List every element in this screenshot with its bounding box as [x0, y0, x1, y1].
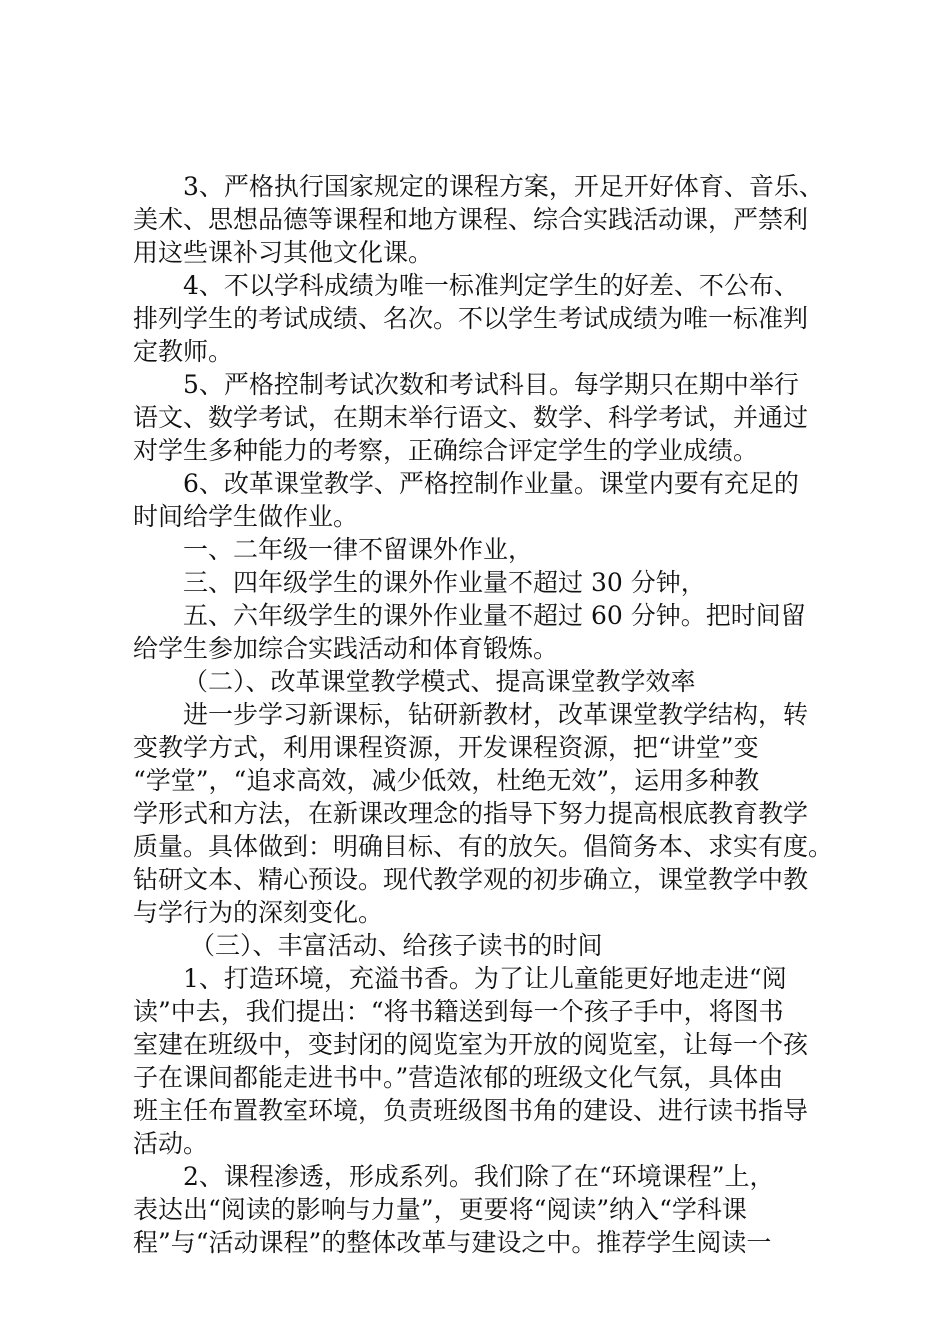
- paragraph-3-line-1: 3、严格执行国家规定的课程方案，开足开好体育、音乐、: [183, 172, 824, 201]
- paragraph-3-line-2: 美术、思想品德等课程和地方课程、综合实践活动课，严禁利: [133, 205, 809, 234]
- grade-1-2-line: 一、二年级一律不留课外作业，: [183, 535, 534, 564]
- paragraph-4-line-1: 4、不以学科成绩为唯一标准判定学生的好差、不公布、: [183, 271, 799, 300]
- section-2-heading: （二）、改革课堂教学模式、提高课堂教学效率: [183, 667, 696, 696]
- paragraph-4-line-2: 排列学生的考试成绩、名次。不以学生考试成绩为唯一标准判: [133, 304, 809, 333]
- section-3-item-1-line-3: 室建在班级中，变封闭的阅览室为开放的阅览室，让每一个孩: [133, 1030, 809, 1059]
- section-3-item-2-line-3: 程”与“活动课程”的整体改革与建设之中。推荐学生阅读一: [133, 1228, 772, 1257]
- paragraph-5-line-1: 5、严格控制考试次数和考试科目。每学期只在期中举行: [183, 370, 799, 399]
- section-3-item-2-line-2: 表达出“阅读的影响与力量”，更要将“阅读”纳入“学科课: [133, 1195, 747, 1224]
- paragraph-6-line-2: 时间给学生做作业。: [133, 502, 359, 531]
- grade-5-6-line-1: 五、六年级学生的课外作业量不超过 60 分钟。把时间留: [183, 601, 806, 630]
- section-3-item-2-line-1: 2、课程渗透，形成系列。我们除了在“环境课程”上，: [183, 1162, 775, 1191]
- paragraph-5-line-2: 语文、数学考试，在期末举行语文、数学、科学考试，并通过: [133, 403, 809, 432]
- paragraph-6-line-1: 6、改革课堂教学、严格控制作业量。课堂内要有充足的: [183, 469, 799, 498]
- body-text: [133, 170, 833, 1259]
- paragraph-5-line-3: 对学生多种能力的考察，正确综合评定学生的学业成绩。: [133, 436, 759, 465]
- grade-3-4-line: 三、四年级学生的课外作业量不超过 30 分钟，: [183, 568, 706, 597]
- section-2-paragraph-line-2: 变教学方式，利用课程资源，开发课程资源，把“讲堂”变: [133, 733, 759, 762]
- section-2-paragraph-line-3: “学堂”，“追求高效，减少低效，杜绝无效”，运用多种教: [133, 766, 760, 795]
- section-2-paragraph-line-5: 质量。具体做到：明确目标、有的放矢。倡简务本、求实有度。: [133, 832, 834, 861]
- section-3-heading: （三）、丰富活动、给孩子读书的时间: [190, 931, 603, 960]
- section-2-paragraph-line-6: 钻研文本、精心预设。现代教学观的初步确立，课堂教学中教: [133, 865, 809, 894]
- grade-5-6-line-2: 给学生参加综合实践活动和体育锻炼。: [133, 634, 559, 663]
- section-2-paragraph-line-1: 进一步学习新课标，钻研新教材，改革课堂教学结构，转: [183, 700, 809, 729]
- paragraph-3-line-3: 用这些课补习其他文化课。: [133, 238, 434, 267]
- section-3-item-1-line-6: 活动。: [133, 1129, 209, 1158]
- paragraph-4-line-3: 定教师。: [133, 337, 234, 366]
- section-3-item-1-line-4: 子在课间都能走进书中。”营造浓郁的班级文化气氛，具体由: [133, 1063, 784, 1092]
- section-2-paragraph-line-4: 学形式和方法，在新课改理念的指导下努力提高根底教育教学: [133, 799, 809, 828]
- section-2-paragraph-line-7: 与学行为的深刻变化。: [133, 898, 384, 927]
- section-3-item-1-line-2: 读”中去，我们提出：“将书籍送到每一个孩子手中，将图书: [133, 997, 784, 1026]
- section-3-item-1-line-5: 班主任布置教室环境，负责班级图书角的建设、进行读书指导: [133, 1096, 809, 1125]
- section-3-item-1-line-1: 1、打造环境，充溢书香。为了让儿童能更好地走进“阅: [183, 964, 787, 993]
